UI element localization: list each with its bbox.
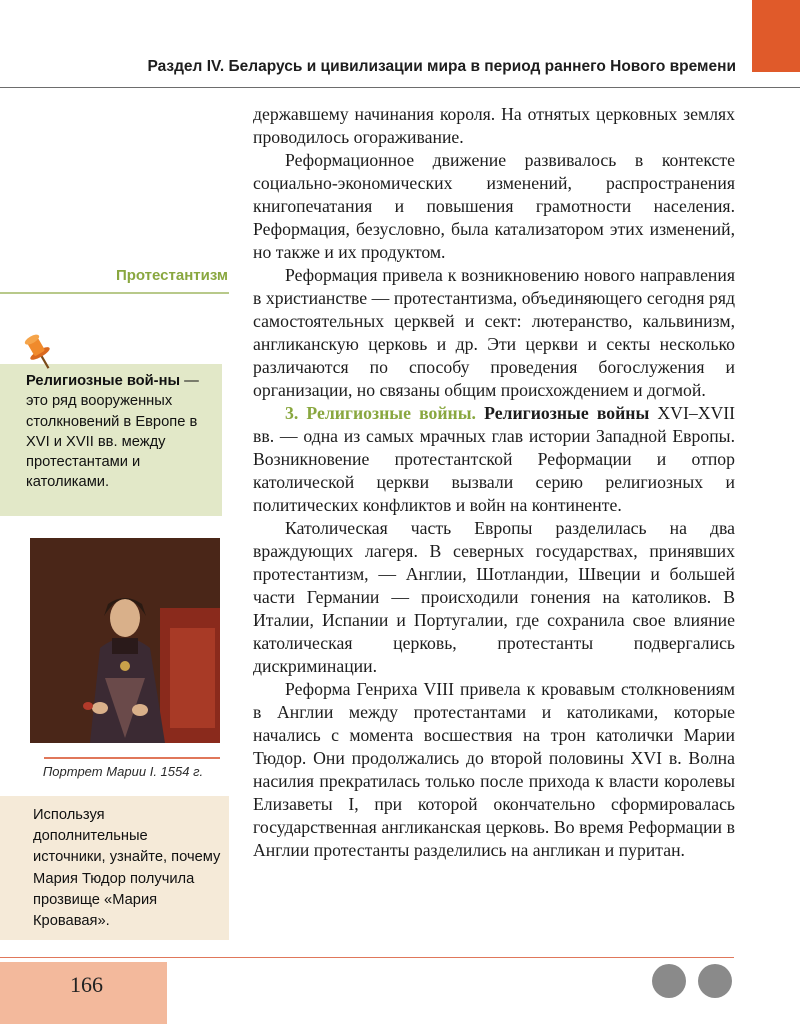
footer-dot-icon — [652, 964, 686, 998]
paragraph-3: Реформация привела к возникновению нового направления в христианстве — протестантизма, объединяющего сегодня ряд самостоятельных церквей и сект: лютеранство, кальвинизм, англиканскую церковь и др. Эти церкви и секты несколько различаются по способу проведения богослужения и организации, но связаны общим происхождением и догмой. — [253, 265, 735, 400]
section-heading-religious-wars: 3. Религиозные войны. — [285, 403, 476, 423]
paragraph-4-text: XVI–XVII вв. — одна из самых мрачных глав истории Западной Европы. Возникновение протестантской Реформации и отпор католической церкви вызвали серию религиозных и политических конфликтов и войн на континенте. — [253, 403, 736, 515]
portrait-caption: Портрет Марии I. 1554 г. — [42, 764, 204, 779]
running-header: Раздел IV. Беларусь и цивилизации мира в период раннего Нового времени — [147, 58, 736, 75]
paragraph-2: Реформационное движение развивалось в контексте социально-экономических изменений, распространения книгопечатания и повышения грамотности населения. Реформация, безусловно, была катализатором этих изменений, но также и их продуктом. — [253, 150, 735, 262]
footer-dot-icon — [698, 964, 732, 998]
margin-heading-protestantism: Протестантизм — [115, 267, 228, 284]
caption-rule — [44, 757, 220, 759]
header-divider — [0, 87, 800, 88]
paragraph-1: державшему начинания короля. На отнятых церковных землях проводилось огораживание. — [253, 104, 735, 147]
definition-term: Религиозные вой-ны — [26, 373, 180, 389]
paragraph-5: Католическая часть Европы разделилась на два враждующих лагеря. В северных государствах, принявших протестантизм, — Англии, Шотландии, Швеции и большей части Германии — происходили гонения на католиков. В Италии, Испании и Португалии, где сохранила свое влияние католическая церковь, протестанты подвергались дискриминации. — [253, 518, 735, 676]
pushpin-icon — [20, 330, 56, 372]
definition-body: — это ряд вооруженных столкновений в Европе в XVI и XVII вв. между протестантами и католиками. — [26, 373, 199, 491]
section-color-tab — [752, 0, 800, 72]
footer-rule — [0, 957, 734, 958]
task-text: Используя дополнительные источники, узнайте, почему Мария Тюдор получила прозвище «Мария Кровавая». — [33, 807, 221, 930]
main-text-column — [253, 103, 735, 862]
portrait-mary-tudor-image — [30, 538, 220, 743]
term-religious-wars: Религиозные войны — [484, 403, 650, 423]
margin-heading-rule — [0, 292, 229, 294]
definition-text — [26, 371, 216, 493]
page-number: 166 — [70, 972, 103, 997]
paragraph-6: Реформа Генриха VIII привела к кровавым столкновениям в Англии между протестантами и католиками, которые начались с момента восшествия на трон католички Марии Тюдор. Они продолжались до второй половины XVI в. Волна насилия прекратилась только после прихода к власти королевы Елизаветы I, при которой окончательно сформировалась государственная англиканская церковь. Во время Реформации в Англии протестанты разделились на англикан и пуритан. — [253, 679, 735, 860]
paragraph-4 — [253, 402, 735, 517]
